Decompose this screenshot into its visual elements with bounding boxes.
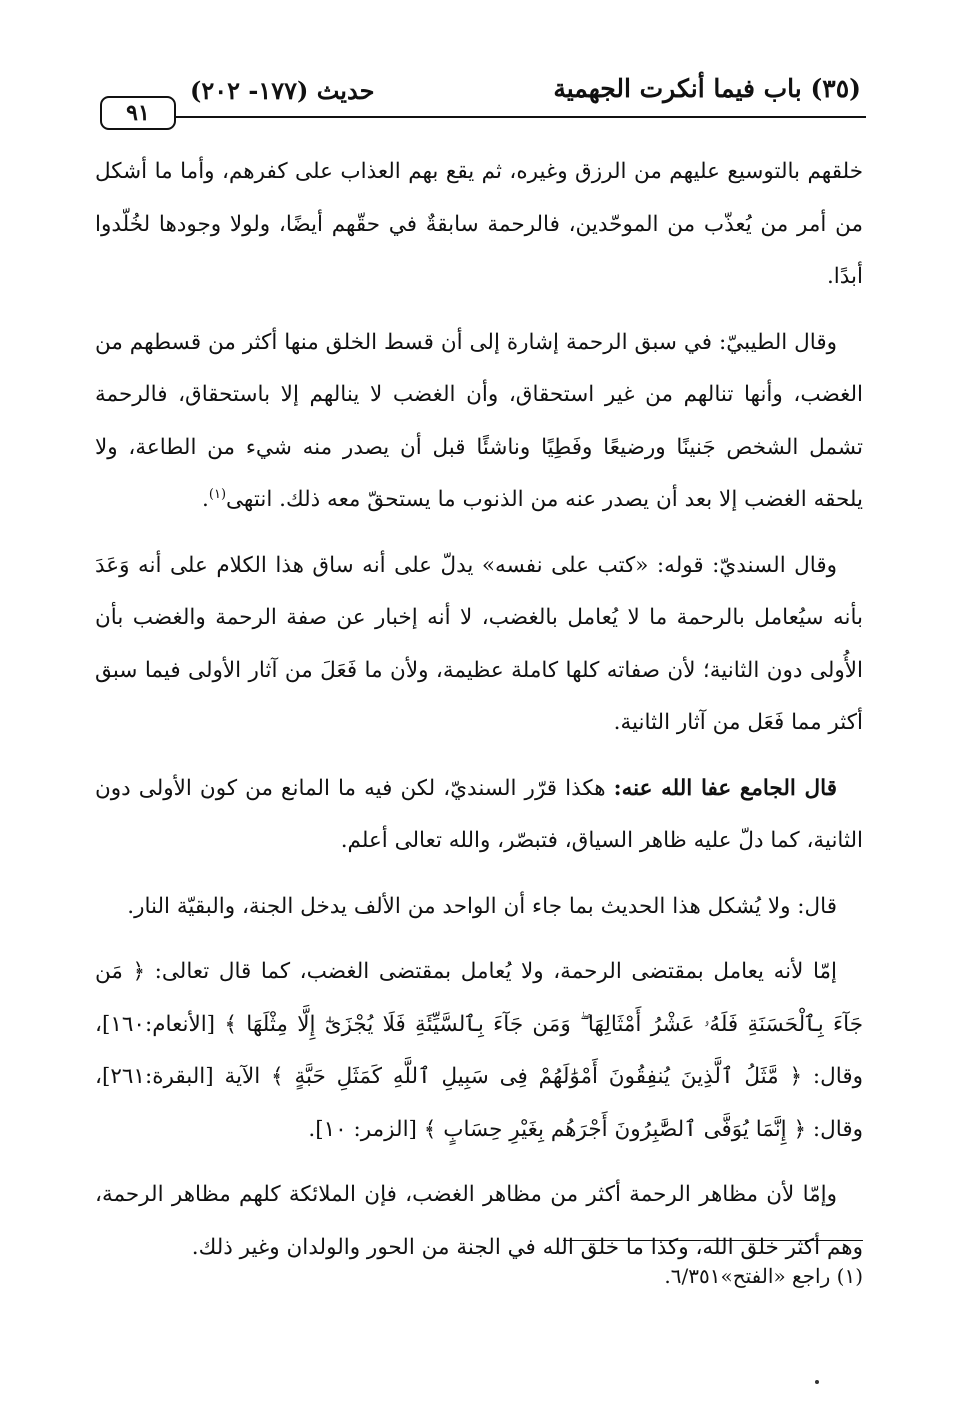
paragraph-text: وقال الطيبيّ: في سبق الرحمة إشارة إلى أن قسط الخلق منها أكثر من قسطهم من الغضب، وأنها تنالهم من غير استحقاق، وأن الغضب لا ينالهم إلا باستحقاق، فالرحمة تشمل الشخص جَنينًا ورضيعًا وفَطِيًا وناشئًا قبل أن يصدر منه شيء من الطاعة، ولا يلحقه الغضب إلا بعد أن يصدر عنه من الذنوب ما يستحقّ معه ذلك. انتهى xyxy=(95,329,863,512)
scan-speck xyxy=(815,1380,819,1384)
paragraph-lead: قال الجامع عفا الله عنه: xyxy=(613,775,837,801)
paragraph-7 xyxy=(95,1169,863,1274)
footnote: (١) راجع «الفتح»٦/٣٥١. xyxy=(664,1264,863,1288)
paragraph-text: هكذا قرّر السنديّ، لكن فيه ما المانع من كون الأولى دون الثانية، كما دلّ عليه ظاهر السياق، فتبصّر، والله تعالى أعلم. xyxy=(95,775,863,853)
paragraph-text: خلقهم بالتوسيع عليهم من الرزق وغيره، ثم يقع بهم العذاب على كفرهم، وأما ما أشكل من أمر من يُعذّب من الموحّدين، فالرحمة سابقةٌ في حقّهم أيضًا، ولولا وجودها لخُلّدوا أبدًا. xyxy=(95,159,863,289)
paragraph-6 xyxy=(95,946,863,1156)
paragraph-2 xyxy=(95,317,863,527)
hadith-range: حديث (١٧٧- ٢٠٢) xyxy=(190,76,375,105)
main-text xyxy=(95,146,863,1287)
paragraph-3 xyxy=(95,540,863,750)
paragraph-1 xyxy=(95,146,863,304)
paragraph-tail: . xyxy=(202,487,209,512)
paragraph-text: قال: ولا يُشكل هذا الحديث بما جاء أن الواحد من الألف يدخل الجنة، والبقيّة النار. xyxy=(127,893,837,919)
chapter-title: (٣٥) باب فيما أنكرت الجهمية xyxy=(553,74,861,103)
page-number xyxy=(100,96,176,130)
footnote-reference[interactable]: (١) xyxy=(208,486,227,502)
paragraph-5 xyxy=(95,881,863,934)
footnote-rule xyxy=(563,1240,863,1241)
header-rule xyxy=(100,116,866,118)
paragraph-4 xyxy=(95,763,863,868)
page-number-text: ٩١ xyxy=(126,100,150,126)
paragraph-text: إمّا لأنه يعامل بمقتضى الرحمة، ولا يُعامل بمقتضى الغضب، كما قال تعالى: ﴿ مَن جَآءَ بِٱلْحَسَنَةِ فَلَهُۥ عَشْرُ أَمْثَالِهَا ۖ وَمَن جَآءَ بِٱلسَّيِّئَةِ فَلَا يُجْزَىٰٓ إِلَّا مِثْلَهَا ﴾ [الأنعام:١٦٠]، وقال: ﴿ مَّثَلُ ٱلَّذِينَ يُنفِقُونَ أَمْوَٰلَهُمْ فِى سَبِيلِ ٱللَّهِ كَمَثَلِ حَبَّةٍ ﴾ الآية [البقرة:٢٦١]، وقال: ﴿ إِنَّمَا يُوَفَّى ٱلصَّٰبِرُونَ أَجْرَهُم بِغَيْرِ حِسَابٍ ﴾ [الزمر: ١٠]. xyxy=(95,959,863,1142)
paragraph-text: وإمّا لأن مظاهر الرحمة أكثر من مظاهر الغضب، فإن الملائكة كلهم مظاهر الرحمة، وهم أكثر خلق الله، وكذا ما خلق الله في الجنة من الحور والولدان وغير ذلك. xyxy=(95,1182,863,1260)
paragraph-text: وقال السنديّ: قوله: «كتب على نفسه» يدلّ على أنه ساق هذا الكلام على أنه وَعَدَ بأنه سيُعامل بالرحمة ما لا يُعامل بالغضب، لا أنه إخبار عن صفة الرحمة والغضب بأن الأُولى دون الثانية؛ لأن صفاته كلها كاملة عظيمة، ولأن ما فَعَلَ من آثار الأولى فيما سبق أكثر مما فَعَل من آثار الثانية. xyxy=(95,552,863,735)
